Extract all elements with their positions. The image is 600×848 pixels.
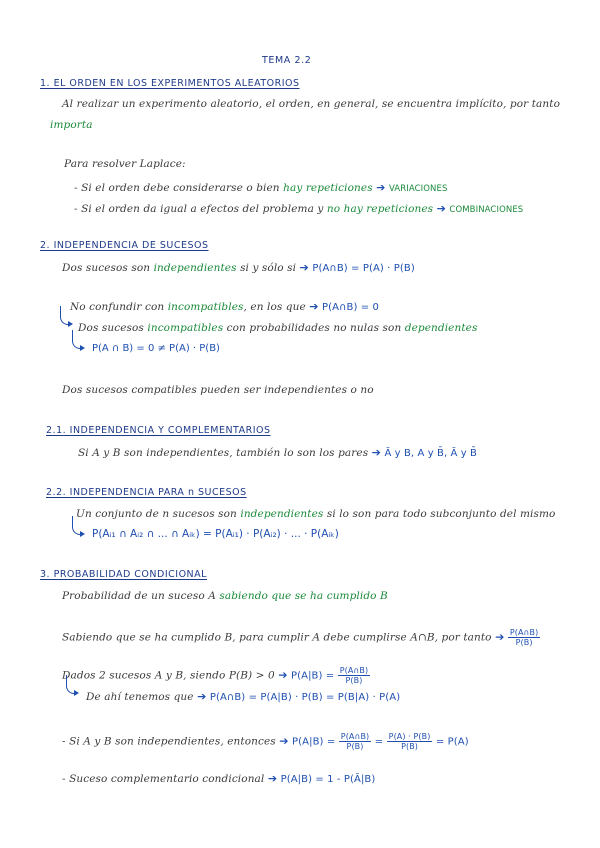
s2-note2-highlight-1: incompatibles	[147, 322, 224, 334]
s2-note-1	[70, 300, 379, 313]
section-2-1-heading: 2.1. INDEPENDENCIA Y COMPLEMENTARIOS	[46, 425, 271, 436]
s22-text-pre: Un conjunto de n sucesos son	[76, 508, 237, 520]
section-1-heading: 1. EL ORDEN EN LOS EXPERIMENTOS ALEATORIOS	[40, 78, 300, 89]
s3-comp-formula: P(A|B) = 1 - P(Ā|B)	[280, 774, 376, 785]
s2-def-formula: P(A∩B) = P(A) · P(B)	[312, 263, 415, 274]
fraction-numerator: P(A∩B)	[339, 666, 369, 675]
s3-deduce-formula: P(A∩B) = P(A|B) · P(B) = P(B|A) · P(A)	[209, 692, 401, 703]
s3-def-highlight: sabiendo que se ha cumplido B	[219, 590, 388, 602]
fraction-denominator: P(B)	[401, 742, 419, 751]
s1-b2-highlight: no hay repeticiones	[326, 203, 434, 215]
s3-indep-formula: P(A|B) =	[292, 736, 336, 748]
s1-b1-highlight: hay repeticiones	[283, 182, 373, 194]
s2-note1-text: No confundir con	[70, 301, 165, 313]
s3-given	[62, 666, 370, 685]
s2-note2-mid: con probabilidades no nulas son	[226, 322, 402, 334]
fraction-numerator: P(A∩B)	[509, 628, 539, 637]
right-arrow-icon: ➔	[309, 300, 319, 313]
right-arrow-icon: ➔	[278, 668, 288, 682]
s1-bullet-2	[74, 202, 523, 215]
arrowhead-icon	[74, 690, 79, 696]
arrowhead-icon	[80, 345, 85, 351]
s3-indep-result: = P(A)	[435, 736, 469, 748]
s3-independent: - Si A y B son independientes, entonces ➔ P(A|B) = $\frac{P(A\cap B)}{P(B)}$ = $\frac{P(A) \cdot P(B)}{P(B)}$ = P(A)	[62, 732, 469, 751]
s2-note1-post: , en los que	[243, 301, 306, 313]
right-arrow-icon: ➔	[197, 690, 207, 703]
s3-given-formula: P(A|B) =	[291, 670, 335, 682]
right-arrow-icon: ➔	[267, 772, 278, 785]
s2-note-2	[78, 322, 477, 334]
s2-def-text: Dos sucesos son	[62, 262, 151, 274]
s3-deduce-text: De ahí tenemos que	[86, 691, 194, 703]
s3-complementary	[62, 772, 375, 785]
right-arrow-icon: ➔	[376, 181, 386, 194]
fraction-denominator: P(B)	[515, 638, 533, 647]
s21-pairs: Ā y B, A y B̄, Ā y B̄	[384, 448, 477, 459]
s22-text	[76, 508, 555, 520]
s3-line2-text: Sabiendo que se ha cumplido B, para cumplir A debe cumplirse A∩B, por tanto	[62, 631, 492, 644]
section-2-2-heading: 2.2. INDEPENDENCIA PARA n SUCESOS	[46, 487, 247, 498]
fraction-numerator: P(A∩B)	[340, 732, 370, 741]
right-arrow-icon: ➔	[436, 202, 446, 215]
s1-laplace: Para resolver Laplace:	[64, 158, 186, 170]
s3-def-text: Probabilidad de un suceso A	[62, 590, 216, 602]
s2-note3-formula: P(A ∩ B) = 0 ≠ P(A) · P(B)	[92, 343, 220, 354]
fraction-denominator: P(B)	[346, 742, 364, 751]
fraction-denominator: P(B)	[345, 676, 363, 685]
s2-definition	[62, 261, 415, 274]
s3-fraction-2	[338, 666, 370, 685]
s3-fraction-4	[387, 732, 433, 751]
s21-text-body: Si A y B son independientes, también lo son los pares	[78, 447, 369, 459]
section-2-heading: 2. INDEPENDENCIA DE SUCESOS	[40, 240, 209, 251]
s3-deduce	[86, 690, 400, 703]
s3-fraction-3	[339, 732, 371, 751]
s2-note2-text: Dos sucesos	[78, 322, 144, 334]
arrowhead-icon	[68, 321, 73, 327]
fraction-numerator: P(A) · P(B)	[388, 732, 431, 741]
s21-text	[78, 446, 477, 459]
s2-note2-highlight-2: dependientes	[404, 322, 478, 334]
s2-def-post: si y sólo si	[240, 262, 297, 274]
right-arrow-icon: ➔	[371, 446, 381, 459]
s1-b1-text: - Si el orden debe considerarse o bien	[74, 182, 280, 194]
right-arrow-icon: ➔	[279, 734, 289, 748]
right-arrow-icon: ➔	[495, 630, 505, 644]
right-arrow-icon: ➔	[299, 261, 309, 274]
s2-compatible: Dos sucesos compatibles pueden ser independientes o no	[62, 384, 374, 396]
s2-note1-formula: P(A∩B) = 0	[322, 302, 379, 313]
s1-bullet-1	[74, 181, 447, 194]
page-title: TEMA 2.2	[262, 55, 312, 66]
s3-fraction-1	[508, 628, 540, 647]
s3-line2	[62, 628, 540, 647]
s2-note1-highlight: incompatibles	[167, 301, 244, 313]
s22-text-highlight: independientes	[240, 508, 324, 520]
s22-text-post: si lo son para todo subconjunto del mismo	[326, 508, 556, 520]
s1-b2-result: COMBINACIONES	[449, 205, 524, 215]
s3-indep-text: - Si A y B son independientes, entonces	[62, 735, 276, 748]
s3-given-text: Dados 2 sucesos A y B, siendo P(B) > 0	[62, 669, 275, 682]
s1-line1: Al realizar un experimento aleatorio, el orden, en general, se encuentra implícito, por tanto	[62, 98, 560, 110]
s1-b1-result: VARIACIONES	[388, 184, 448, 194]
s1-b2-text: - Si el orden da igual a efectos del problema y	[74, 203, 324, 215]
s1-line2: importa	[50, 119, 93, 131]
s3-comp-text: - Suceso complementario condicional	[62, 773, 265, 785]
s3-definition	[62, 590, 388, 602]
section-3-heading: 3. PROBABILIDAD CONDICIONAL	[40, 569, 207, 580]
s2-def-highlight: independientes	[153, 262, 237, 274]
arrowhead-icon	[80, 531, 85, 537]
s22-formula: P(Aᵢ₁ ∩ Aᵢ₂ ∩ ... ∩ Aᵢₖ) = P(Aᵢ₁) · P(Aᵢ₂) · ... · P(Aᵢₖ)	[92, 528, 339, 540]
